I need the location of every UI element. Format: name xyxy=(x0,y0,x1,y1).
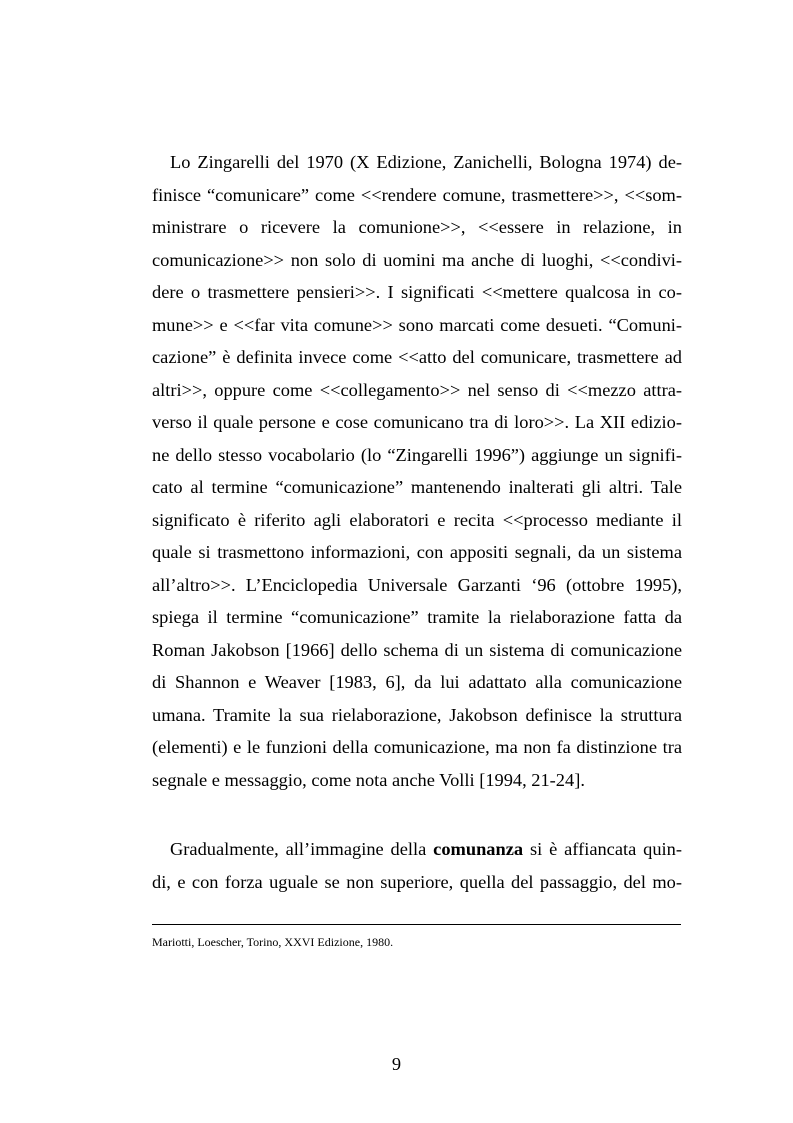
paragraph-line: verso il quale persone e cose comunicano tra di loro>>. La XII edizio- xyxy=(152,412,682,432)
paragraph-line: cato al termine “comunicazione” mantenendo inalterati gli altri. Tale xyxy=(152,477,682,497)
paragraph-line: ministrare o ricevere la comunione>>, <<essere in relazione, in xyxy=(152,217,682,237)
paragraph-line: comunicazione>> non solo di uomini ma anche di luoghi, <<condivi- xyxy=(152,249,682,270)
paragraph-line: altri>>, oppure come <<collegamento>> nel senso di <<mezzo attra- xyxy=(152,379,682,400)
paragraph-zingarelli xyxy=(152,146,682,796)
paragraph-line: cazione” è definita invece come <<atto del comunicare, trasmettere ad xyxy=(152,347,682,367)
paragraph-line: di Shannon e Weaver [1983, 6], da lui adattato alla comunicazione xyxy=(152,672,682,692)
paragraph-line: segnale e messaggio, come nota anche Volli [1994, 21-24]. xyxy=(152,769,585,790)
paragraph-line: (elementi) e le funzioni della comunicazione, ma non fa distinzione tra xyxy=(152,737,682,757)
paragraph-line: all’altro>>. L’Enciclopedia Universale Garzanti ‘96 (ottobre 1995), xyxy=(152,574,682,595)
paragraph-line: di, e con forza uguale se non superiore, quella del passaggio, del mo- xyxy=(152,871,682,892)
footnote-text: Mariotti, Loescher, Torino, XXVI Edizione, 1980. xyxy=(152,935,394,949)
paragraph-comunanza xyxy=(152,833,682,898)
paragraph-line xyxy=(152,833,682,866)
text-run: Gradualmente, all’immagine della xyxy=(170,839,434,859)
footnote-divider xyxy=(152,924,681,925)
paragraph-line: Lo Zingarelli del 1970 (X Edizione, Zanichelli, Bologna 1974) de- xyxy=(170,152,682,172)
paragraph-line: Roman Jakobson [1966] dello schema di un sistema di comunicazione xyxy=(152,639,682,660)
paragraph-line: significato è riferito agli elaboratori e recita <<processo mediante il xyxy=(152,509,682,530)
paragraph-line: ne dello stesso vocabolario (lo “Zingarelli 1996”) aggiunge un signifi- xyxy=(152,444,682,465)
paragraph-line: finisce “comunicare” come <<rendere comune, trasmettere>>, <<som- xyxy=(152,184,682,205)
text-run: si è affiancata quin- xyxy=(523,839,682,859)
emphasis-comunanza: comunanza xyxy=(433,839,524,859)
paragraph-line: dere o trasmettere pensieri>>. I significati <<mettere qualcosa in co- xyxy=(152,282,682,302)
paragraph-line: spiega il termine “comunicazione” tramite la rielaborazione fatta da xyxy=(152,607,682,627)
paragraph-line: umana. Tramite la sua rielaborazione, Jakobson definisce la struttura xyxy=(152,704,682,725)
paragraph-line: mune>> e <<far vita comune>> sono marcati come desueti. “Comuni- xyxy=(152,314,682,335)
page-number: 9 xyxy=(391,1054,402,1074)
paragraph-line: quale si trasmettono informazioni, con appositi segnali, da un sistema xyxy=(152,542,682,562)
